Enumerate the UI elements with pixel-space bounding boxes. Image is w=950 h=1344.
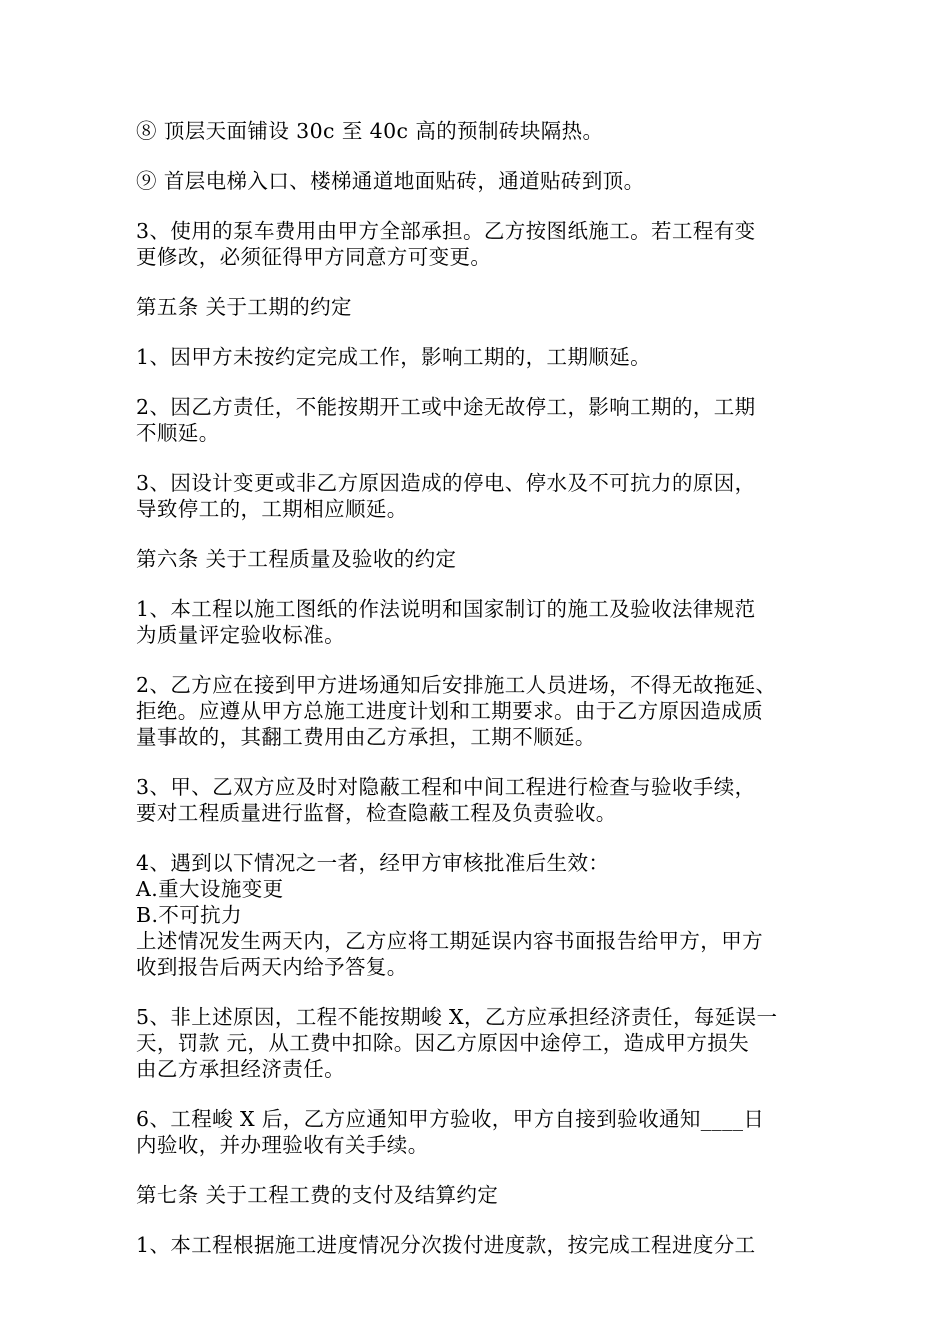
paragraph	[136, 1004, 826, 1082]
text-line: 不顺延。	[136, 421, 220, 445]
paragraph	[136, 672, 826, 750]
paragraph	[136, 1182, 826, 1208]
text-line: 第七条 关于工程工费的支付及结算约定	[136, 1183, 499, 1207]
text-line: 1、本工程根据施工进度情况分次拨付进度款，按完成工程进度分工	[136, 1233, 756, 1257]
text-line: ⑧ 顶层天面铺设 30c 至 40c 高的预制砖块隔热。	[136, 119, 604, 143]
text-line: 由乙方承担经济责任。	[136, 1057, 345, 1081]
text-line: B.不可抗力	[136, 903, 242, 927]
text-line: 第六条 关于工程质量及验收的约定	[136, 547, 457, 571]
text-line: 更修改，必须征得甲方同意方可变更。	[136, 245, 492, 269]
text-line: 收到报告后两天内给予答复。	[136, 955, 408, 979]
text-line: 2、乙方应在接到甲方进场通知后安排施工人员进场，不得无故拖延、	[136, 673, 777, 697]
document-page	[136, 118, 826, 1282]
text-line: 2、因乙方责任，不能按期开工或中途无故停工，影响工期的，工期	[136, 395, 756, 419]
text-line: ⑨ 首层电梯入口、楼梯通道地面贴砖，通道贴砖到顶。	[136, 169, 645, 193]
text-line: 要对工程质量进行监督，检查隐蔽工程及负责验收。	[136, 801, 617, 825]
paragraph	[136, 596, 826, 648]
text-line: 1、因甲方未按约定完成工作，影响工期的，工期顺延。	[136, 345, 652, 369]
paragraph	[136, 168, 826, 194]
paragraph	[136, 294, 826, 320]
text-line: A.重大设施变更	[136, 877, 284, 901]
text-line: 3、使用的泵车费用由甲方全部承担。乙方按图纸施工。若工程有变	[136, 219, 756, 243]
text-line: 内验收，并办理验收有关手续。	[136, 1133, 429, 1157]
paragraph	[136, 546, 826, 572]
text-line: 为质量评定验收标准。	[136, 623, 345, 647]
text-line: 天，罚款 元，从工费中扣除。因乙方原因中途停工，造成甲方损失	[136, 1031, 750, 1055]
text-line: 第五条 关于工期的约定	[136, 295, 352, 319]
text-line: 拒绝。应遵从甲方总施工进度计划和工期要求。由于乙方原因造成质	[136, 699, 763, 723]
paragraph	[136, 118, 826, 144]
paragraph	[136, 394, 826, 446]
text-line: 1、本工程以施工图纸的作法说明和国家制订的施工及验收法律规范	[136, 597, 756, 621]
text-line: 上述情况发生两天内，乙方应将工期延误内容书面报告给甲方，甲方	[136, 929, 763, 953]
paragraph	[136, 1106, 826, 1158]
paragraph	[136, 774, 826, 826]
text-line: 3、甲、乙双方应及时对隐蔽工程和中间工程进行检查与验收手续，	[136, 775, 756, 799]
text-line: 量事故的，其翻工费用由乙方承担，工期不顺延。	[136, 725, 596, 749]
paragraph	[136, 1232, 826, 1258]
paragraph	[136, 344, 826, 370]
text-line: 4、遇到以下情况之一者，经甲方审核批准后生效：	[136, 851, 610, 875]
text-line: 导致停工的，工期相应顺延。	[136, 497, 408, 521]
text-line: 5、非上述原因，工程不能按期峻 X，乙方应承担经济责任，每延误一	[136, 1005, 778, 1029]
text-line: 6、工程峻 X 后，乙方应通知甲方验收，甲方自接到验收通知____日	[136, 1107, 765, 1131]
paragraph	[136, 470, 826, 522]
text-line: 3、因设计变更或非乙方原因造成的停电、停水及不可抗力的原因，	[136, 471, 756, 495]
paragraph	[136, 218, 826, 270]
paragraph	[136, 850, 826, 980]
